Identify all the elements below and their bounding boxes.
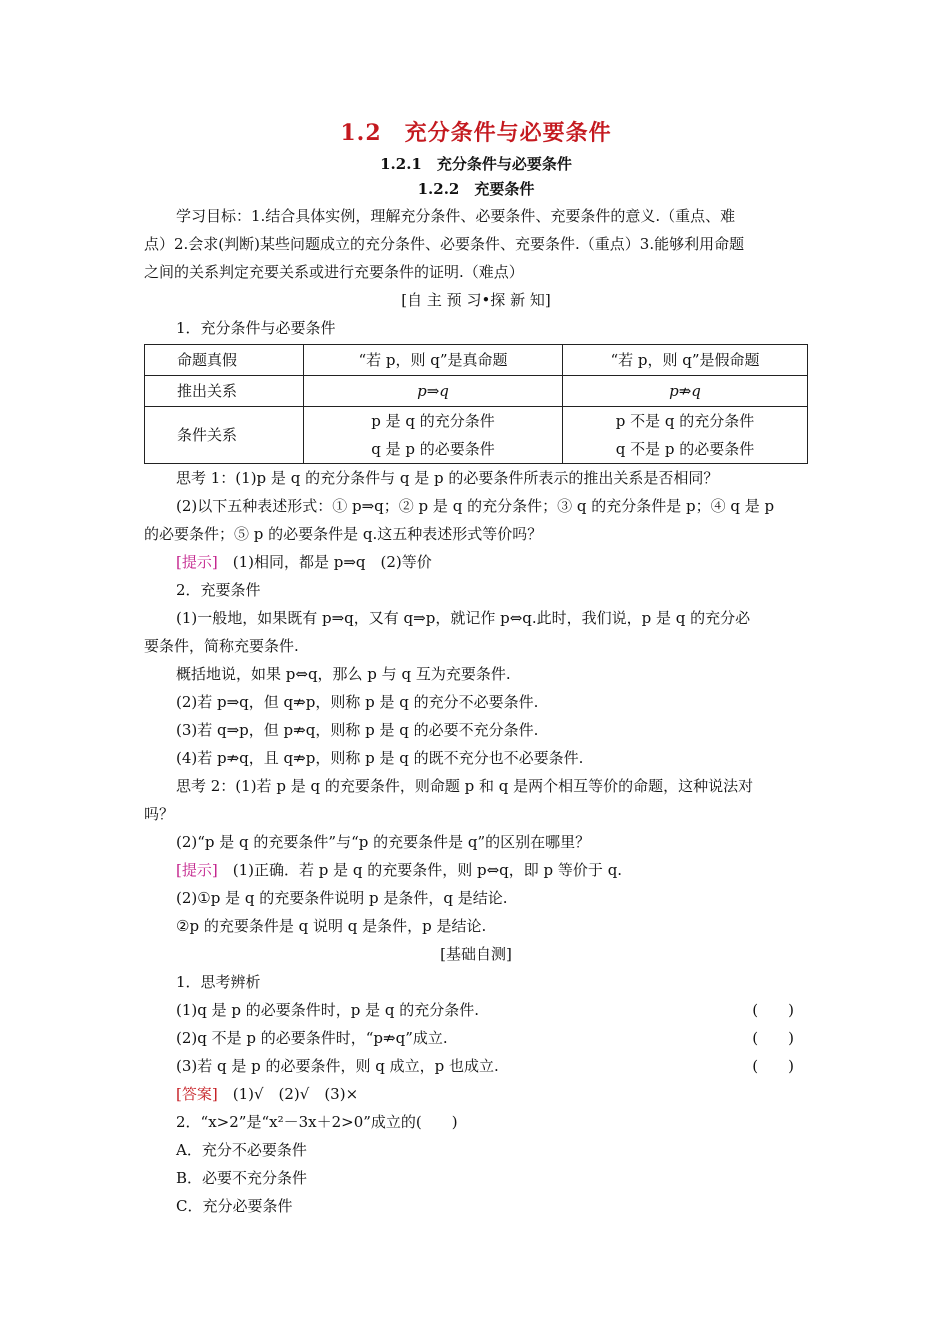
table-row: [145, 345, 808, 376]
answer-label: [答案]: [176, 1085, 218, 1103]
hint-text: (1)相同，都是 p⇒q (2)等价: [217, 553, 432, 571]
section-test-heading: [基础自测]: [440, 945, 512, 963]
subtitle-1: 1.2.1 充分条件与必要条件: [380, 155, 572, 173]
think-line: (2)以下五种表述形式：① p⇒q；② p 是 q 的充分条件；③ q 的充分条件是 p；④ q 是 p: [176, 497, 775, 515]
think-line: (2)“p 是 q 的充要条件”与“p 的充要条件是 q”的区别在哪里？: [176, 833, 591, 851]
think-line: 的必要条件；⑤ p 的必要条件是 q.这五种表述形式等价吗？: [144, 525, 543, 543]
think-1: [144, 464, 808, 548]
page-title: 1.2 充分条件与必要条件: [340, 120, 612, 146]
section-preview-heading: [自 主 预 习•探 新 知]: [401, 291, 551, 309]
hint-label: [提示]: [176, 553, 218, 571]
cell-line: q 是 p 的必要条件: [371, 440, 495, 458]
table-cell: 命题真假: [145, 345, 304, 376]
goal-line: 点）2.会求(判断)某些问题成立的充分条件、必要条件、充要条件.（重点）3.能够利用命题: [144, 235, 745, 253]
think-2: [144, 772, 808, 856]
table-cell: 条件关系: [145, 407, 304, 464]
table-cell: [304, 407, 563, 464]
hint-2-line: ②p 的充要条件是 q 说明 q 是条件，p 是结论.: [176, 917, 487, 935]
cell-line: p 是 q 的充分条件: [371, 412, 495, 430]
question-1-heading: 1．思考辨析: [176, 973, 261, 991]
table-cell: p⇏q: [563, 376, 808, 407]
question-item: [144, 1024, 808, 1052]
question-item: [144, 996, 808, 1024]
goal-line: 学习目标：1.结合具体实例，理解充分条件、必要条件、充要条件的意义.（重点、难: [176, 207, 736, 225]
section-2-heading: 2．充要条件: [176, 581, 261, 599]
cell-line: q 不是 p 的必要条件: [615, 440, 755, 458]
s2-line: (2)若 p⇒q，但 q⇏p，则称 p 是 q 的充分不必要条件.: [176, 693, 539, 711]
table-row: [145, 407, 808, 464]
section-1-heading: 1．充分条件与必要条件: [176, 319, 336, 337]
question-text: (2)q 不是 p 的必要条件时，“p⇏q”成立.: [176, 1029, 448, 1047]
table-row: [145, 376, 808, 407]
cell-line: p 不是 q 的充分条件: [615, 412, 755, 430]
answer-1: [144, 1080, 808, 1108]
answer-blank: ( ): [752, 1001, 794, 1019]
s2-line: 概括地说，如果 p⇔q，那么 p 与 q 互为充要条件.: [176, 665, 511, 683]
s2-line: (4)若 p⇏q，且 q⇏p，则称 p 是 q 的既不充分也不必要条件.: [176, 749, 584, 767]
s2-line: 要条件，简称充要条件.: [144, 637, 299, 655]
learning-goals: [144, 202, 808, 286]
hint-text: (1)正确．若 p 是 q 的充要条件，则 p⇔q，即 p 等价于 q.: [217, 861, 623, 879]
table-cell: [563, 407, 808, 464]
answer-text: (1)√ (2)√ (3)×: [217, 1085, 359, 1103]
hint-2: [144, 856, 808, 884]
option-b: B．必要不充分条件: [176, 1169, 308, 1187]
option-a: A．充分不必要条件: [176, 1141, 307, 1159]
answer-blank: ( ): [752, 1057, 794, 1075]
answer-blank: ( ): [752, 1029, 794, 1047]
section-2-body: [144, 604, 808, 772]
hint-1: [144, 548, 808, 576]
question-item: [144, 1052, 808, 1080]
hint-label: [提示]: [176, 861, 218, 879]
table-cell: p⇒q: [304, 376, 563, 407]
s2-line: (3)若 q⇒p，但 p⇏q，则称 p 是 q 的必要不充分条件.: [176, 721, 539, 739]
think-line: 吗？: [144, 805, 175, 823]
question-text: (3)若 q 是 p 的必要条件，则 q 成立，p 也成立.: [176, 1057, 499, 1075]
condition-table: [144, 344, 808, 464]
question-text: (1)q 是 p 的必要条件时，p 是 q 的充分条件.: [176, 1001, 480, 1019]
think-line: 思考 1：(1)p 是 q 的充分条件与 q 是 p 的必要条件所表示的推出关系是否相同？: [176, 469, 719, 487]
document-page: [144, 118, 808, 1220]
question-2: 2．“x>2”是“x²－3x＋2>0”成立的( ): [176, 1113, 458, 1131]
table-cell: 推出关系: [145, 376, 304, 407]
option-c: C．充分必要条件: [176, 1197, 293, 1215]
s2-line: (1)一般地，如果既有 p⇒q，又有 q⇒p，就记作 p⇔q.此时，我们说，p 是 q 的充分必: [176, 609, 751, 627]
goal-line: 之间的关系判定充要关系或进行充要条件的证明.（难点）: [144, 263, 524, 281]
subtitle-2: 1.2.2 充要条件: [417, 180, 535, 198]
table-cell: “若 p，则 q”是真命题: [304, 345, 563, 376]
think-line: 思考 2：(1)若 p 是 q 的充要条件，则命题 p 和 q 是两个相互等价的命题，这种说法对: [176, 777, 754, 795]
hint-2-line: (2)①p 是 q 的充要条件说明 p 是条件，q 是结论.: [176, 889, 508, 907]
table-cell: “若 p，则 q”是假命题: [563, 345, 808, 376]
